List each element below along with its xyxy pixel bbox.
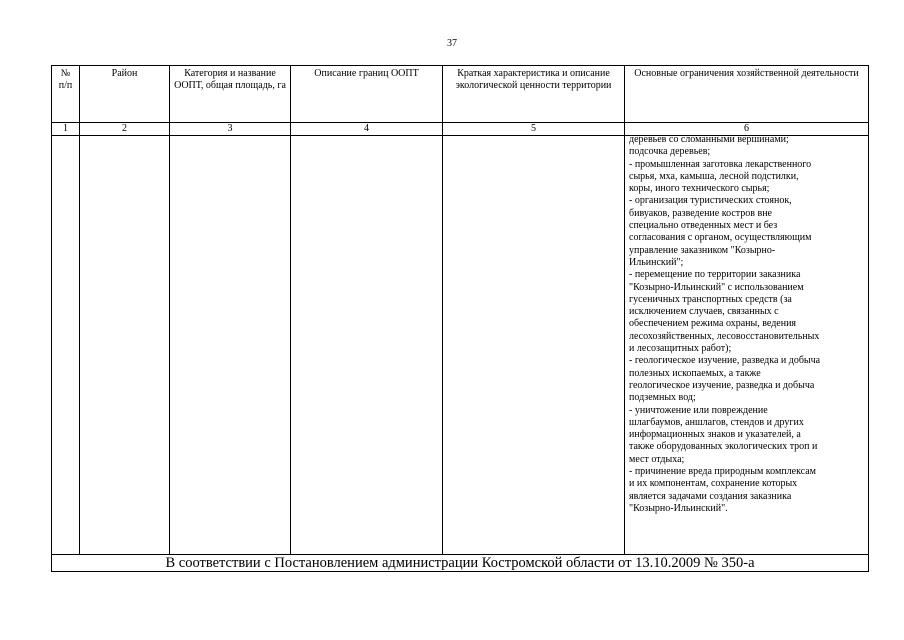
header-row-number: № п/п [52, 66, 80, 123]
header-ecological-description: Краткая характеристика и описание экологической ценности территории [443, 66, 625, 123]
table-row [52, 136, 869, 555]
column-number: 2 [80, 123, 170, 136]
table-footer-row [52, 555, 869, 572]
column-number: 6 [625, 123, 869, 136]
protected-areas-table [51, 65, 869, 572]
cell-ecological-description [443, 136, 625, 555]
cell-restrictions [625, 136, 869, 555]
restrictions-text: деревьев со сломанными вершинами; подсочка деревьев; - промышленная заготовка лекарственного сырья, мха, камыша, лесной подстилки, коры, иного технического сырья; - организация туристических стоянок, бивуаков, разведение костров вне специально отведенных мест и без согласования с органом, осуществляющим управление заказником "Козырно- Ильинский"; - перемещение по территории заказника "Козырно-Ильинский" с использованием гусеничных транспортных средств (за исключением случаев, связанных с обеспечением режима охраны, ведения лесохозяйственных, лесовосстановительных и лесозащитных работ); - геологическое изучение, разведка и добыча полезных ископаемых, а также геологическое изучение, разведка и добыча подземных вод; - уничтожение или повреждение шлагбаумов, аншлагов, стендов и других информационных знаков и указателей, а также оборудованных экологических троп и мест отдыха; - причинение вреда природным комплексам и их компонентам, сохранение которых является задачами создания заказника "Козырно-Ильинский". [629, 134, 821, 514]
page-number: 37 [447, 38, 457, 49]
cell-boundaries [291, 136, 443, 555]
header-boundaries: Описание границ ООПТ [291, 66, 443, 123]
column-number: 3 [170, 123, 291, 136]
header-restrictions: Основные ограничения хозяйственной деятельности [625, 66, 869, 123]
column-number: 5 [443, 123, 625, 136]
legal-basis-footer: В соответствии с Постановлением администрации Костромской области от 13.10.2009 № 350-а [52, 555, 869, 572]
cell-district [80, 136, 170, 555]
cell-row-number [52, 136, 80, 555]
table-header-row [52, 66, 869, 123]
header-category-name-area: Категория и название ООПТ, общая площадь, га [170, 66, 291, 123]
column-number: 1 [52, 123, 80, 136]
column-number: 4 [291, 123, 443, 136]
header-district: Район [80, 66, 170, 123]
cell-category-name-area [170, 136, 291, 555]
